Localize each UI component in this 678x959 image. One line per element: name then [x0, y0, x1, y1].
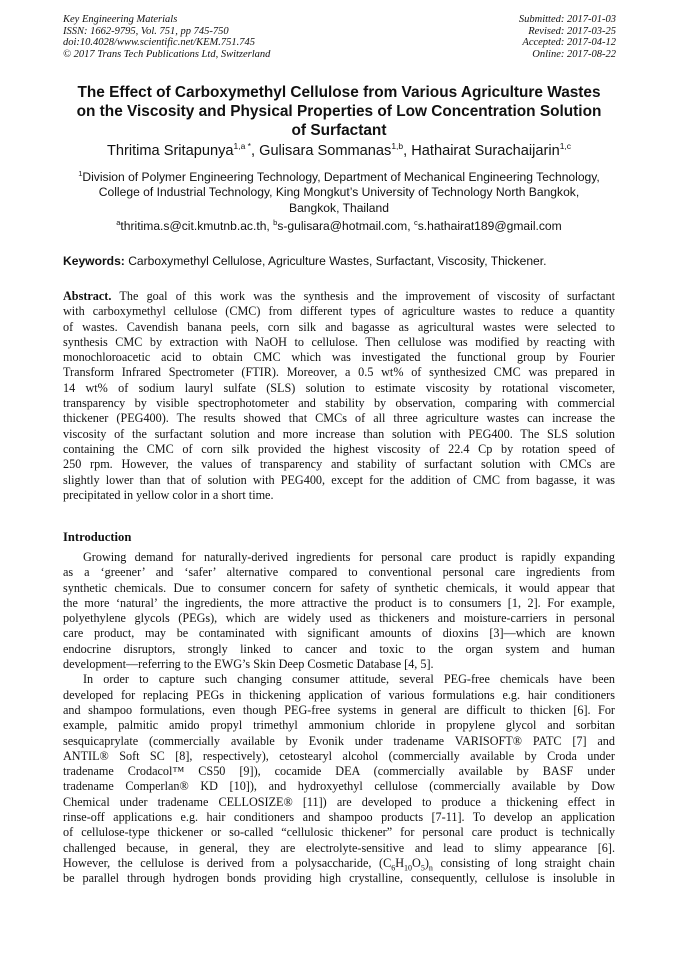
author-separator: ,: [250, 142, 260, 159]
online-date: Online: 2017-08-22: [532, 48, 616, 60]
abstract-line: viscosity of the surfactant solution and more increase than solution with PEG400. The SLS solution: [63, 426, 615, 441]
intro-line: care product, may be contaminated with significant amounts of dioxins [3]—which are known: [63, 626, 615, 641]
abstract: [63, 289, 615, 503]
author-affil-mark: 1,c: [559, 141, 572, 151]
author-affil-mark: 1,a *: [233, 141, 251, 151]
abstract-line: transparency by visible spectrophotometer and stability by observation, comparing with commercial: [63, 396, 615, 411]
doi-line: doi:10.4028/www.scientific.net/KEM.751.745: [63, 37, 255, 49]
intro-line: endocrine disruptors, strongly linked to cancer and toxic to the organ system and human: [63, 641, 615, 656]
email-link[interactable]: thritima.s@cit.kmutnb.ac.th,: [120, 219, 274, 234]
abstract-line: precipitated in yellow color in a short time.: [63, 487, 274, 502]
author-name: Gulisara Sommanas: [259, 142, 392, 159]
abstract-line: Transform Infrared Spectrometer (FTIR). Moreover, a 0.5 wt% of synthesized CMC was prepared in: [63, 365, 615, 380]
author-emails: [40, 218, 638, 233]
author-name: Thritima Sritapunya: [106, 142, 234, 159]
intro-line: as a ‘greener’ and ‘safer’ alternative compared to conventional personal care ingredients from: [63, 565, 615, 580]
journal-info: [63, 14, 270, 60]
abstract-line: containing the CMC of corn silk provided the highest viscosity of 22.4 Cp by rotation speed of: [63, 441, 615, 456]
formula-subscript: 10: [404, 863, 413, 872]
author-separator: ,: [403, 142, 412, 159]
intro-line: example, palmitic amido propyl trimethyl ammonium chloride in propylene glycol and sorbitan: [63, 718, 615, 733]
abstract-line: [63, 289, 615, 304]
introduction-body: [63, 550, 615, 887]
intro-line: be parallel through hydrogen bonds providing high crystalline, consequently, cellulose is insoluble in: [63, 871, 615, 886]
email-mark: c: [413, 218, 418, 227]
formula-subscript: 5: [420, 863, 425, 872]
intro-line: and shampoo formulations, even though PEG-free systems in general are difficult to thicken [6]. For: [63, 702, 615, 717]
intro-line: development—referring to the EWG’s Skin Deep Cosmetic Database [4, 5].: [63, 657, 434, 672]
formula-element: H: [395, 855, 405, 870]
paper-title: [40, 84, 638, 140]
email-link[interactable]: s.hathairat189@gmail.com: [417, 219, 562, 234]
intro-line: polyethylene glycols (PEGs), which are widely used as thickeners and moisture-carriers in personal: [63, 611, 615, 626]
abstract-text: The goal of this work was the synthesis and the improvement of viscosity of surfactant: [111, 289, 615, 303]
abstract-line: 250 rpm. However, the values of transparency and stability of surfactant solution with CMCs are: [63, 457, 615, 472]
abstract-line: synthesis CMC by extraction with NaOH to cellulose. Then cellulose was modified by reacting with: [63, 334, 615, 349]
intro-line: the more ‘natural’ the ingredients, the more attractive the product is to consumers [1, 2]. For example,: [63, 595, 615, 610]
revised-date: Revised: 2017-03-25: [528, 25, 616, 37]
abstract-line: of wastes. Cavendish banana peels, corn silk and bagasse as agricultural wastes were selected to: [63, 319, 615, 334]
affiliation-line: [40, 166, 638, 185]
intro-line: challenged because, in general, they are electrolyte-sensitive and lead to slimy appearance [6].: [63, 840, 615, 855]
formula-element: O: [412, 855, 421, 870]
journal-name: Key Engineering Materials: [63, 14, 178, 25]
intro-line: ANTIL® Soft SC [8], respectively), cetostearyl alcohol (commercially available by Croda under: [63, 748, 615, 763]
author-list: [40, 141, 638, 159]
intro-line-formula: [63, 856, 615, 871]
abstract-line: thickener (PEG400). The results showed that CMCs of all three agriculture wastes can increase the: [63, 411, 615, 426]
affiliation-line: Bangkok, Thailand: [289, 200, 389, 215]
affiliation-text: Division of Polymer Engineering Technology, Department of Mechanical Engineering Technology,: [82, 170, 600, 185]
keywords-label: Keywords:: [63, 254, 125, 268]
title-line: The Effect of Carboxymethyl Cellulose from Various Agriculture Wastes: [77, 84, 601, 101]
intro-line: of cellulose-type thickener or so-called “cellulosic thickener” for personal care product is technically: [63, 825, 615, 840]
intro-line: tradename Comperlan® KD [10]), and hydroxyethyl cellulose (commercially available by Dow: [63, 779, 615, 794]
intro-line: sesquicaprylate (commercially available by Evonik under tradename VARISOFT® PATC [7] and: [63, 733, 615, 748]
abstract-line: monochloroacetic acid to obtain CMC which was investigated the functional group by Fourier: [63, 350, 615, 365]
title-line: of Surfactant: [291, 121, 387, 139]
abstract-line: 14 wt% of sodium lauryl sulfate (SLS) solution to estimate viscosity by rotational viscometer,: [63, 380, 615, 395]
intro-line: synthetic chemicals. Due to consumer concern for safety of synthetic chemicals, it would appear that: [63, 580, 615, 595]
email-link[interactable]: s-gulisara@hotmail.com,: [277, 219, 414, 234]
issn-line: ISSN: 1662-9795, Vol. 751, pp 745-750: [63, 25, 229, 37]
keywords-text: Carboxymethyl Cellulose, Agriculture Wastes, Surfactant, Viscosity, Thickener.: [124, 254, 547, 268]
author-name: Hathairat Surachaijarin: [411, 142, 560, 159]
intro-line: tradename Crodacol™ CS50 [9]), cocamide DEA (commercially available by BASF under: [63, 764, 615, 779]
keywords: [63, 254, 615, 268]
dates-info: [519, 14, 616, 60]
copyright-line: © 2017 Trans Tech Publications Ltd, Switzerland: [63, 48, 271, 60]
affiliation: [40, 166, 638, 216]
author-affil-mark: 1,b: [391, 141, 404, 151]
accepted-date: Accepted: 2017-04-12: [522, 37, 616, 49]
affiliation-line: College of Industrial Technology, King Mongkut’s University of Technology North Bangkok,: [98, 185, 580, 200]
email-mark: a: [116, 218, 121, 227]
intro-line: Chemical under tradename CELLOSIZE® [11]) are developed to produce a thickening effect in: [63, 794, 615, 809]
intro-line: Growing demand for naturally-derived ingredients for personal care product is rapidly expanding: [83, 550, 615, 564]
abstract-line: slightly lower than that of solution with PEG400, except for the addition of CMC from bagasse, it was: [63, 472, 615, 487]
formula-suffix: consisting of long straight chain: [432, 855, 615, 870]
intro-line: In order to capture such changing consumer attitude, several PEG-free chemicals have been: [83, 672, 615, 687]
title-line: on the Viscosity and Physical Properties of Low Concentration Solution: [76, 102, 602, 120]
submitted-date: Submitted: 2017-01-03: [518, 14, 616, 25]
formula-subscript: 6: [391, 863, 396, 872]
abstract-line: with carboxymethyl cellulose (CMC) from different types of agriculture wastes to reduce a quantity: [63, 304, 615, 319]
affiliation-mark: 1: [78, 169, 83, 178]
intro-line: rinse-off applications e.g. hair conditioners and shampoo products [7-11]. To develop an application: [63, 810, 615, 825]
formula-prefix: However, the cellulose is derived from a polysaccharide, (C: [63, 855, 392, 870]
email-mark: b: [273, 218, 278, 227]
abstract-label: Abstract.: [63, 289, 112, 303]
section-heading: Introduction: [63, 530, 132, 544]
intro-line: developed for replacing PEGs in thickening application of various formulations e.g. hair conditioners: [63, 687, 615, 702]
formula-bracket: ): [424, 855, 429, 870]
formula-subscript: n: [428, 863, 433, 872]
